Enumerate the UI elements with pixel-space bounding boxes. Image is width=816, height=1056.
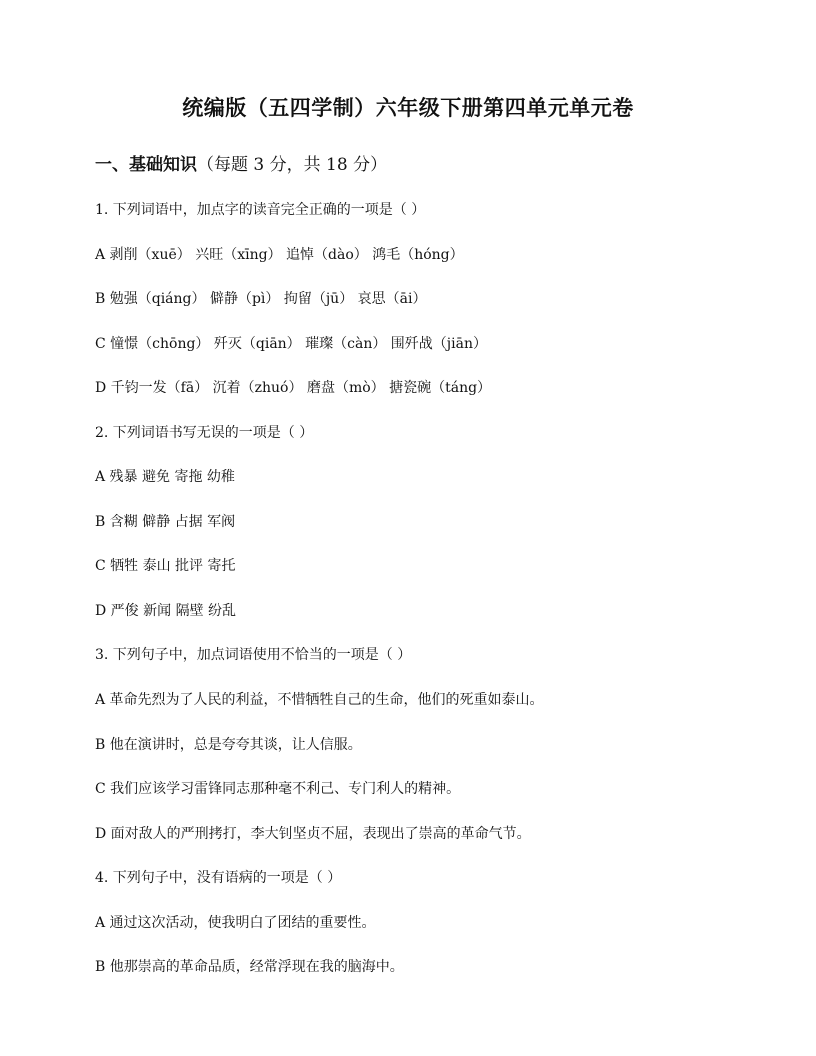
- question-2-option-c: C 牺牲 泰山 批评 寄托: [95, 558, 236, 575]
- question-2-option-b: B 含糊 僻静 占据 军阀: [95, 513, 236, 530]
- question-3-option-d: D 面对敌人的严刑拷打，李大钊坚贞不屈，表现出了崇高的革命气节。: [95, 825, 531, 842]
- question-2-stem: 2. 下列词语书写无误的一项是（ ）: [95, 424, 314, 441]
- question-1-option-d: D 千钧一发（fā） 沉着（zhuó） 磨盘（mò） 搪瓷碗（táng）: [95, 380, 492, 397]
- question-3-stem: 3. 下列句子中，加点词语使用不恰当的一项是（ ）: [95, 647, 412, 664]
- question-4-option-a: A 通过这次活动，使我明白了团结的重要性。: [95, 914, 376, 931]
- question-3-option-a: A 革命先烈为了人民的利益，不惜牺牲自己的生命，他们的死重如泰山。: [95, 692, 544, 709]
- question-1-option-a: A 剥削（xuē） 兴旺（xīng） 追悼（dào） 鸿毛（hóng）: [95, 246, 464, 263]
- question-2-option-a: A 残暴 避免 寄拖 幼稚: [95, 469, 235, 486]
- section-heading: [95, 150, 387, 175]
- section-score-note: （每题 3 分，共 18 分）: [197, 155, 388, 175]
- question-3-option-b: B 他在演讲时，总是夸夸其谈，让人信服。: [95, 736, 362, 753]
- question-3-option-c: C 我们应该学习雷锋同志那种毫不利己、专门利人的精神。: [95, 781, 461, 798]
- question-4-stem: 4. 下列句子中，没有语病的一项是（ ）: [95, 870, 342, 887]
- question-1-option-c: C 憧憬（chōng） 歼灭（qiān） 璀璨（càn） 围歼战（jiān）: [95, 335, 487, 352]
- question-2-option-d: D 严俊 新闻 隔壁 纷乱: [95, 602, 237, 619]
- question-4-option-b: B 他那崇高的革命品质，经常浮现在我的脑海中。: [95, 959, 404, 976]
- section-heading-label: 一、基础知识: [95, 155, 197, 175]
- question-1-option-b: B 勉强（qiáng） 僻静（pì） 拘留（jū） 哀思（āi）: [95, 291, 427, 308]
- question-list: [95, 200, 775, 1002]
- document-title: 统编版（五四学制）六年级下册第四单元单元卷: [182, 95, 634, 120]
- question-1-stem: 1. 下列词语中，加点字的读音完全正确的一项是（ ）: [95, 202, 426, 218]
